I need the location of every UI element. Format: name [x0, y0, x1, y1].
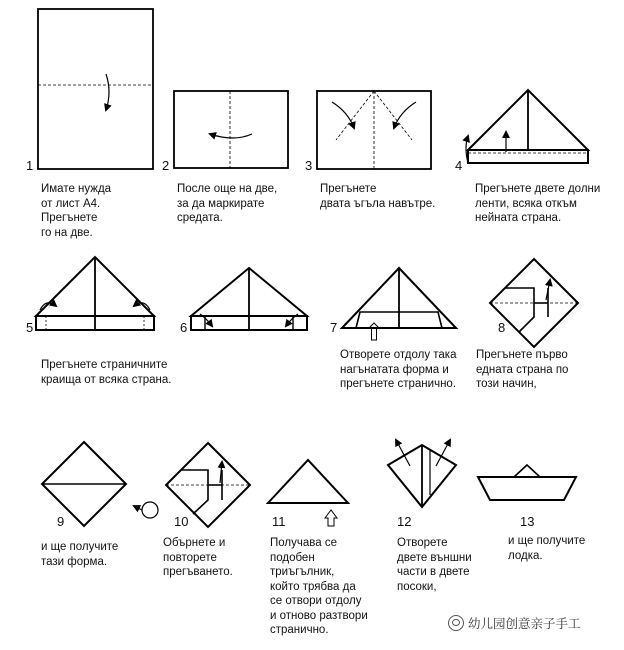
step-4-triangle: [466, 90, 588, 163]
step-caption-11: Получава се подобен триъгълник, който трябва да се отвори отдолу и отново разтвори странично.: [270, 537, 368, 636]
up-arrow-outline-icon: [325, 510, 337, 526]
step-caption-5: Прегънете страничните краища от всяка страна.: [41, 359, 172, 386]
step-2-sheet: [174, 91, 288, 168]
step-number-6: 6: [180, 320, 188, 335]
step-number-9: 9: [57, 514, 65, 529]
step-10-diamond: [134, 443, 250, 527]
up-arrow-outline-icon: [369, 323, 379, 340]
step-number-10: 10: [174, 514, 189, 529]
step-caption-2: После още на две, за да маркирате средата.: [177, 183, 278, 224]
step-number-7: 7: [330, 320, 338, 335]
step-number-8: 8: [498, 320, 506, 335]
step-number-3: 3: [305, 158, 313, 173]
step-caption-10: Обърнете и повторете прегъването.: [163, 537, 233, 578]
step-number-11: 11: [272, 514, 286, 529]
step-7-triangle: [342, 268, 456, 340]
watermark: [448, 614, 581, 632]
step-caption-3: Прегънете двата ъгъла навътре.: [320, 183, 436, 210]
step-caption-7: Отворете отдолу така нагънатата форма и прегънете странично.: [340, 349, 457, 390]
step-caption-12: Отворете двете външни части в двете посоки,: [397, 537, 472, 593]
step-3-sheet: [317, 91, 431, 169]
step-number-4: 4: [455, 158, 463, 173]
step-number-1: 1: [26, 158, 34, 173]
wechat-icon: [448, 615, 464, 631]
step-caption-4: Прегънете двете долни ленти, всяка откъм нейната страна.: [475, 183, 601, 224]
step-5-triangle: [36, 257, 154, 330]
step-caption-8: Прегънете първо едната страна по този начин,: [476, 349, 569, 390]
step-6-triangle: [191, 268, 307, 330]
watermark-text: 幼儿园创意亲子手工: [468, 617, 581, 631]
step-number-5: 5: [26, 320, 34, 335]
step-1-sheet: [38, 9, 153, 169]
rotate-arrow-icon: [142, 502, 158, 518]
step-caption-1: Имате нужда от лист А4. Прегънете го на две.: [41, 183, 112, 239]
step-caption-13: и ще получите лодка.: [508, 535, 586, 562]
step-number-13: 13: [520, 514, 535, 529]
step-caption-9: и ще получите тази форма.: [41, 541, 119, 568]
step-number-2: 2: [162, 158, 170, 173]
step-number-12: 12: [397, 514, 412, 529]
step-12-shape: [388, 440, 456, 507]
step-9-diamond: [42, 442, 126, 526]
step-13-boat: [478, 465, 576, 500]
